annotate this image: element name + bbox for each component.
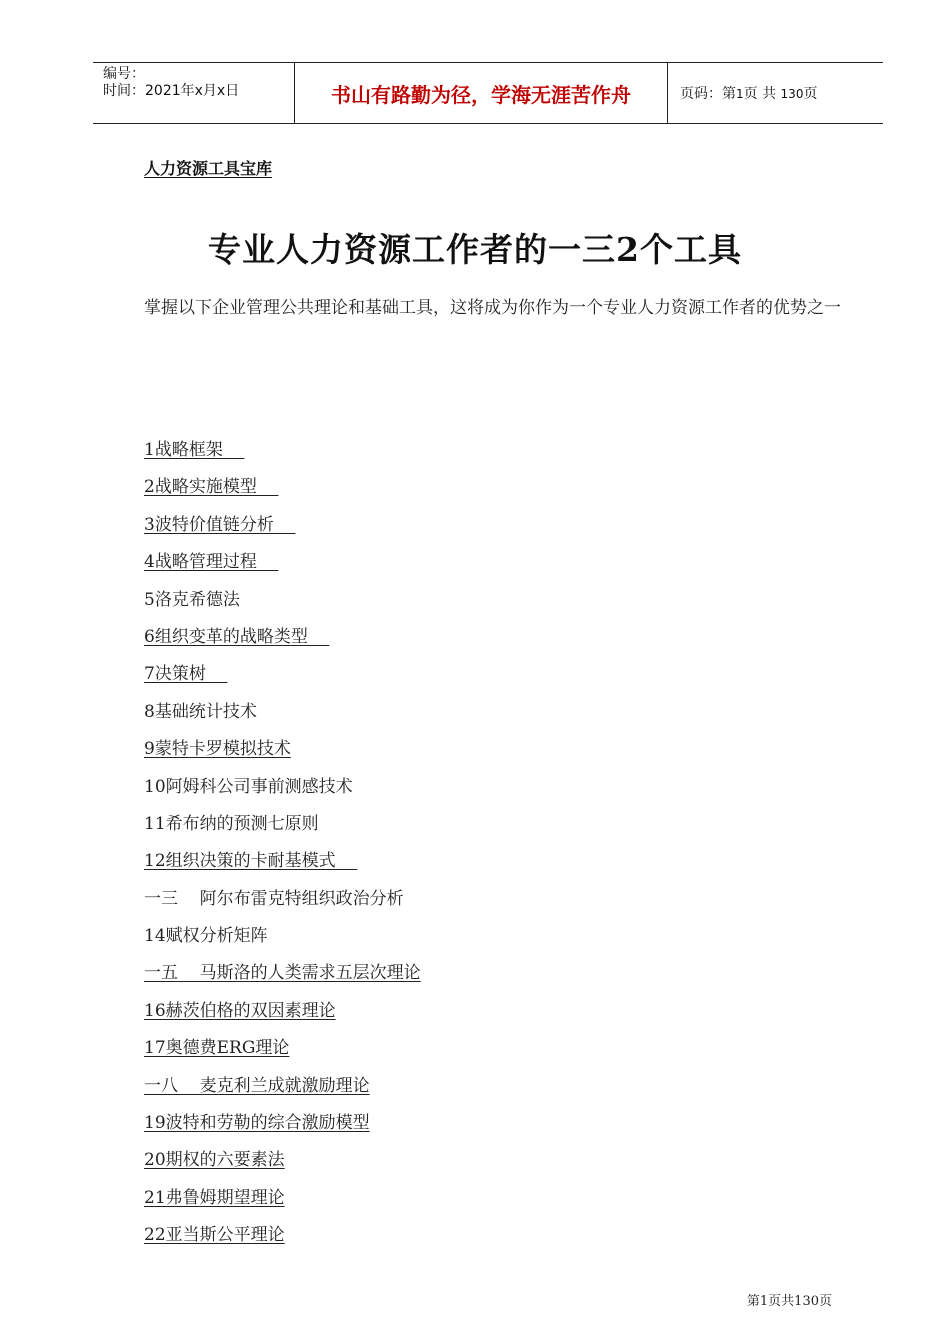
toc-item[interactable]: 一八 麦克利兰成就激励理论 [144,1075,370,1096]
header-table [93,62,883,124]
toc-item[interactable]: 6组织变革的战略类型 [144,626,330,647]
page-prefix: 页码：第 [680,86,736,102]
page-suffix: 页 [803,86,818,102]
page-indicator [680,83,883,103]
page-total: 130 [780,87,804,101]
toc-item[interactable]: 1战略框架 [144,440,245,460]
toc-item: 11希布纳的预测七原则 [144,813,319,834]
toc-item[interactable]: 9蒙特卡罗模拟技术 [144,739,291,760]
intro-paragraph: 掌握以下企业管理公共理论和基础工具，这将成为你作为一个专业人力资源工作者的优势之一 [144,298,841,318]
time-label: 时间：2021年x月x日 [103,83,240,99]
toc-item[interactable]: 21弗鲁姆期望理论 [144,1187,285,1208]
toc-item[interactable]: 12组织决策的卡耐基模式 [144,851,358,872]
page-footer: 第1页共130页 [746,1294,832,1309]
number-label: 编号： [103,66,145,82]
toc-item[interactable]: 2战略实施模型 [144,477,279,498]
toc-item[interactable]: 22亚当斯公平理论 [144,1225,285,1246]
page-mid: 页 共 [743,86,777,102]
page-title: 专业人力资源工作者的一三2个工具 [208,230,742,269]
toc-item[interactable]: 20期权的六要素法 [144,1150,285,1171]
toc-item: 14赋权分析矩阵 [144,926,268,947]
toc-item[interactable]: 4战略管理过程 [144,552,279,573]
toc-item[interactable]: 3波特价值链分析 [144,514,296,535]
toc-list [144,436,421,1259]
toc-item: 5洛克希德法 [144,589,240,610]
header-motto-cell [295,63,668,123]
header-meta-cell [93,63,295,123]
library-label: 人力资源工具宝库 [144,159,273,178]
toc-item[interactable]: 7决策树 [144,664,228,685]
toc-item: 8基础统计技术 [144,701,257,722]
header-page-cell [668,63,883,123]
toc-item: 10阿姆科公司事前测感技术 [144,776,353,797]
motto: 书山有路勤为径，学海无涯苦作舟 [331,82,631,107]
toc-item[interactable]: 一五 马斯洛的人类需求五层次理论 [144,963,421,984]
page-current: 1 [736,87,744,101]
toc-item[interactable]: 19波特和劳勒的综合激励模型 [144,1113,370,1134]
toc-item[interactable]: 16赫茨伯格的双因素理论 [144,1000,336,1021]
toc-item[interactable]: 17奥德费ERG理论 [144,1038,290,1059]
toc-item: 一三 阿尔布雷克特组织政治分析 [144,888,404,909]
